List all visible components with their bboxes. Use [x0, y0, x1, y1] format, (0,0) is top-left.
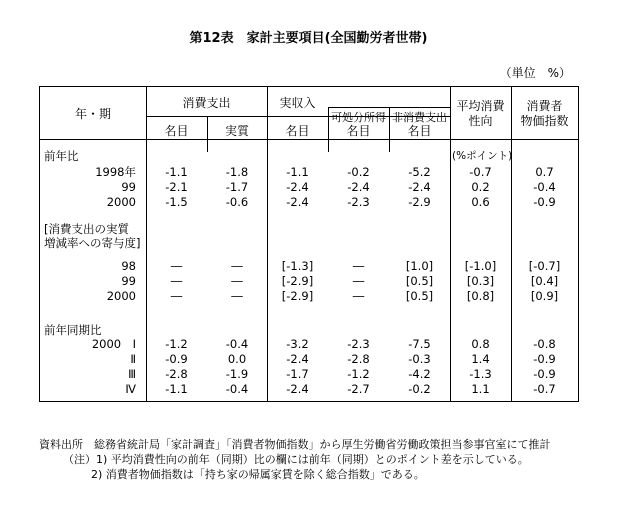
- table-cell: -2.4: [286, 180, 309, 194]
- table-cell: ―: [231, 289, 243, 303]
- note-2: 2) 消費者物価指数は「持ち家の帰属家賃を除く総合指数」である。: [91, 468, 425, 481]
- row-label: Ⅱ: [130, 352, 136, 366]
- header-propensity: 平均消費: [456, 99, 505, 113]
- table-cell: [-2.9]: [281, 289, 314, 303]
- table-cell: 0.7: [535, 165, 554, 179]
- table-cell: ―: [170, 274, 183, 288]
- row-label: 98: [121, 259, 136, 273]
- row-label: Ⅳ: [125, 382, 136, 396]
- table-cell: -0.4: [225, 382, 249, 396]
- table-cell: -1.2: [165, 337, 188, 351]
- table-cell: -0.9: [165, 352, 188, 366]
- table-cell: -1.5: [165, 195, 188, 209]
- table-cell: ―: [231, 274, 243, 288]
- table-cell: [-0.7]: [528, 259, 561, 273]
- table-cell: -1.9: [225, 367, 249, 381]
- table-cell: [0.9]: [530, 289, 559, 303]
- table-cell: -0.3: [408, 352, 431, 366]
- table-cell: -1.1: [286, 165, 309, 179]
- table-cell: [0.5]: [405, 289, 434, 303]
- row-label: 2000 Ⅰ: [91, 337, 136, 351]
- section-yoy: 前年比: [44, 149, 79, 163]
- table-cell: -2.4: [286, 382, 309, 396]
- table-cell: -0.7: [469, 165, 492, 179]
- row-label: 99: [121, 274, 136, 288]
- table-cell: -1.7: [225, 180, 249, 194]
- header-nominal: 名目: [346, 124, 371, 138]
- table-cell: ―: [352, 289, 365, 303]
- table-cell: 0.2: [471, 180, 490, 194]
- table-cell: -0.9: [533, 352, 556, 366]
- table-cell: ―: [352, 274, 365, 288]
- table-cell: 0.0: [227, 352, 247, 366]
- table-cell: -0.9: [533, 367, 556, 381]
- table-cell: -0.2: [408, 382, 431, 396]
- unit-label: （単位 %）: [499, 66, 571, 80]
- header-period: 年・期: [74, 107, 111, 121]
- table-cell: -4.2: [408, 367, 431, 381]
- table-cell: 1.1: [471, 382, 490, 396]
- table-cell: -2.8: [347, 352, 370, 366]
- table-cell: -2.8: [165, 367, 188, 381]
- table-cell: -0.8: [533, 337, 556, 351]
- table-cell: -2.9: [408, 195, 431, 209]
- page-title: 第12表 家計主要項目(全国勤労者世帯): [189, 31, 428, 46]
- table-cell: 0.8: [471, 337, 490, 351]
- header-propensity: 性向: [468, 114, 493, 128]
- table-cell: ―: [170, 289, 183, 303]
- table-cell: -3.2: [286, 337, 309, 351]
- header-nominal: 名目: [407, 124, 432, 138]
- table-cell: -2.4: [286, 352, 309, 366]
- table-cell: -1.3: [469, 367, 492, 381]
- table-cell: -0.2: [347, 165, 370, 179]
- table-cell: [-1.3]: [281, 259, 314, 273]
- table-cell: -7.5: [408, 337, 431, 351]
- table-cell: -0.6: [225, 195, 249, 209]
- header-non-consumption: 非消費支出: [392, 111, 447, 124]
- table-cell: [-2.9]: [281, 274, 314, 288]
- table-cell: [0.4]: [530, 274, 559, 288]
- source-note: 資料出所 総務省統計局「家計調査」「消費者物価指数」から厚生労働省労働政策担当参事官室にて推計: [39, 438, 551, 451]
- header-bottom-rule: [40, 139, 578, 140]
- header-cpi: 消費者: [526, 99, 563, 113]
- table-cell: 1.4: [471, 352, 490, 366]
- row-label: 2000: [106, 289, 136, 303]
- table-cell: -2.7: [347, 382, 370, 396]
- table-cell: -1.8: [225, 165, 249, 179]
- table-cell: [0.3]: [466, 274, 495, 288]
- table-cell: ―: [352, 259, 365, 273]
- header-income: 実収入: [279, 96, 316, 110]
- table-cell: ―: [170, 259, 183, 273]
- table-cell: -1.7: [286, 367, 309, 381]
- data-table: [39, 86, 579, 402]
- row-label: Ⅲ: [128, 367, 136, 381]
- section-yoy-quarter: 前年同期比: [44, 323, 102, 337]
- table-cell: -0.4: [225, 337, 249, 351]
- table-cell: [1.0]: [405, 259, 434, 273]
- section-contribution: [消費支出の実質: [44, 222, 129, 236]
- table-cell: 0.6: [471, 195, 490, 209]
- table-cell: -2.4: [408, 180, 431, 194]
- header-real: 実質: [224, 124, 249, 138]
- point-note: (%ポイント): [452, 150, 513, 162]
- table-cell: -2.3: [347, 195, 370, 209]
- row-label: 2000: [106, 195, 136, 209]
- table-cell: -0.4: [533, 180, 556, 194]
- table-cell: -2.3: [347, 337, 370, 351]
- header-nominal: 名目: [285, 124, 310, 138]
- section-contribution: 増減率への寄与度]: [44, 236, 141, 250]
- header-disposable: 可処分所得: [331, 111, 386, 124]
- header-cpi: 物価指数: [520, 114, 569, 128]
- note-1: （注）1) 平均消費性向の前年（同期）比の欄には前年（同期）とのポイント差を示している。: [63, 453, 529, 466]
- header-consumption: 消費支出: [182, 96, 231, 110]
- row-divider: [328, 107, 450, 108]
- table-cell: -2.4: [347, 180, 370, 194]
- header-nominal: 名目: [164, 124, 189, 138]
- table-cell: -2.4: [286, 195, 309, 209]
- row-label: 1998年: [95, 165, 136, 179]
- table-cell: -1.1: [165, 165, 188, 179]
- table-cell: -1.2: [347, 367, 370, 381]
- table-cell: [-1.0]: [464, 259, 497, 273]
- table-cell: -0.9: [533, 195, 556, 209]
- table-cell: [0.5]: [405, 274, 434, 288]
- table-cell: [0.8]: [466, 289, 495, 303]
- table-cell: -0.7: [533, 382, 556, 396]
- table-cell: -2.1: [165, 180, 188, 194]
- table-cell: -1.1: [165, 382, 188, 396]
- table-cell: ―: [231, 259, 243, 273]
- table-cell: -5.2: [408, 165, 431, 179]
- row-label: 99: [121, 180, 136, 194]
